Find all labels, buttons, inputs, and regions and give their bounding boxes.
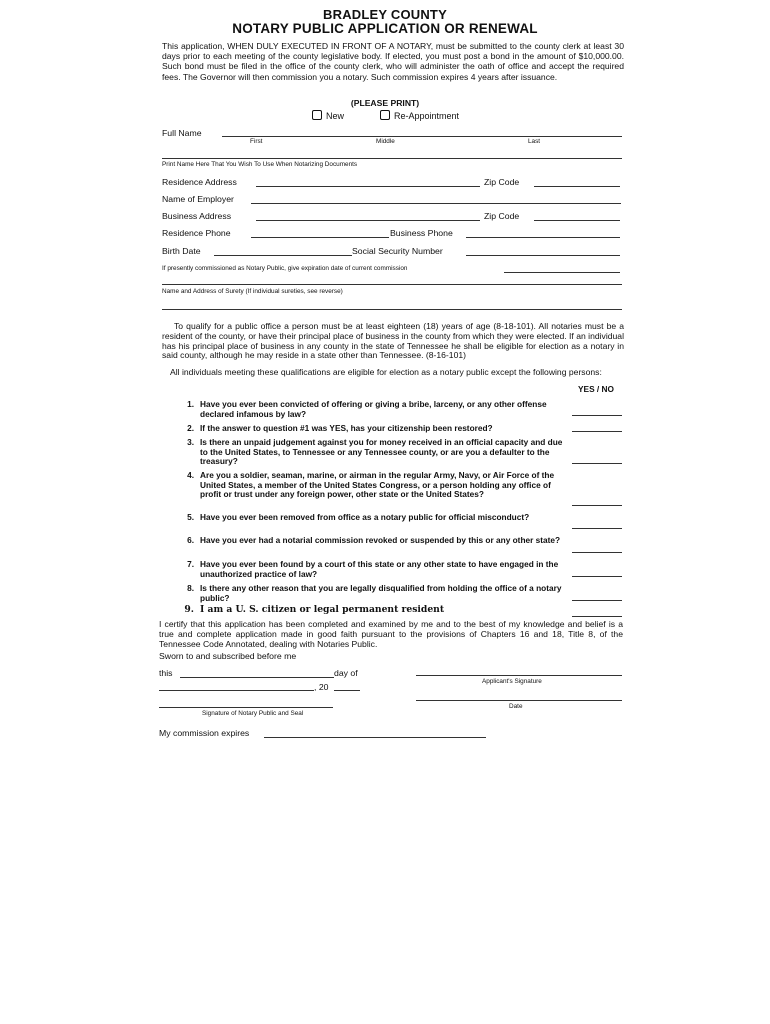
- question-text: If the answer to question #1 was YES, has your citizenship been restored?: [200, 423, 493, 433]
- surety-line-2[interactable]: [162, 309, 622, 310]
- commission-expires-label: My commission expires: [159, 728, 250, 738]
- commission-expiry-label: If presently commissioned as Notary Public, give expiration date of current commission: [162, 265, 408, 272]
- ssn-line[interactable]: [466, 255, 620, 256]
- question-text: Have you ever been removed from office as a notary public for official misconduct?: [200, 512, 530, 522]
- question-8: [180, 584, 570, 603]
- middle-name-caption: Middle: [376, 138, 395, 145]
- full-name-label: Full Name: [162, 128, 202, 138]
- business-zip-line[interactable]: [534, 220, 620, 221]
- this-label: this: [159, 668, 173, 678]
- date-caption: Date: [509, 703, 523, 710]
- answer-line-5[interactable]: [572, 528, 622, 529]
- please-print-label: (PLEASE PRINT): [350, 98, 420, 108]
- question-text: Is there any other reason that you are legally disqualified from holding the office of a notary public?: [200, 583, 562, 603]
- surety-caption: Name and Address of Surety (If individual sureties, see reverse): [162, 288, 343, 295]
- commission-expiry-line[interactable]: [504, 272, 620, 273]
- question-number: 9.: [184, 604, 194, 615]
- qualify-paragraph: To qualify for a public office a person must be at least eighteen (18) years of age (8-18-101). All notaries must be a resident of the county, or have their principal place of business in the county from which they were elected. If an individual has his principal place of business in any county in the state of Tennessee he shall be eligible for election as a notary in said county, although he may reside in a state other than Tennessee. (8-16-101): [162, 321, 624, 361]
- print-name-line[interactable]: [162, 158, 622, 159]
- question-text: Are you a soldier, seaman, marine, or airman in the regular Army, Navy, or Air Force of the United States, a member of the United States Congress, or a person holding any office of profit or trust under any foreign power, other state or the United States?: [200, 470, 555, 499]
- question-number: 8.: [187, 583, 194, 593]
- intro-paragraph: This application, WHEN DULY EXECUTED IN FRONT OF A NOTARY, must be submitted to the county clerk at least 30 days prior to each meeting of the county legislative body. If elected, you must post a bond in the amount of $10,000.00. Such bond must be filed in the office of the county clerk, who will administer the oath of office and accept the required fees. The Governor will then commission you a notary. Such commission expires 4 years after issuance.: [162, 41, 624, 82]
- ssn-label: Social Security Number: [352, 246, 443, 256]
- question-number: 2.: [187, 423, 194, 433]
- residence-phone-line[interactable]: [251, 237, 389, 238]
- commission-expires-line[interactable]: [264, 737, 486, 738]
- option-new-label: New: [326, 111, 345, 121]
- answer-line-3[interactable]: [572, 463, 622, 464]
- residence-phone-label: Residence Phone: [162, 228, 231, 238]
- employer-line[interactable]: [251, 203, 621, 204]
- business-phone-label: Business Phone: [390, 228, 453, 238]
- answer-line-2[interactable]: [572, 431, 622, 432]
- residence-zip-label: Zip Code: [484, 177, 520, 187]
- applicant-signature-caption: Applicant's Signature: [482, 678, 542, 685]
- option-reappointment-label: Re-Appointment: [394, 111, 460, 121]
- full-name-line[interactable]: [222, 136, 622, 137]
- residence-address-label: Residence Address: [162, 177, 237, 187]
- question-4: [180, 471, 570, 500]
- business-phone-line[interactable]: [466, 237, 620, 238]
- question-text: I am a U. S. citizen or legal permanent resident: [200, 604, 445, 615]
- question-1: [180, 400, 570, 419]
- question-number: 5.: [187, 512, 194, 522]
- form-title: NOTARY PUBLIC APPLICATION OR RENEWAL: [232, 21, 538, 36]
- eligible-paragraph: All individuals meeting these qualifications are eligible for election as a notary public except the following persons:: [170, 367, 602, 377]
- question-text: Have you ever been convicted of offering or giving a bribe, larceny, or any other offense declared infamous by law?: [200, 399, 547, 419]
- question-5: [180, 513, 570, 523]
- birth-date-label: Birth Date: [162, 246, 201, 256]
- question-number: 6.: [187, 535, 194, 545]
- business-address-line[interactable]: [256, 220, 480, 221]
- notary-signature-caption: Signature of Notary Public and Seal: [202, 710, 304, 717]
- checkbox-reappointment[interactable]: [380, 110, 390, 120]
- business-address-label: Business Address: [162, 211, 232, 221]
- notary-signature-line[interactable]: [159, 707, 333, 708]
- answer-line-7[interactable]: [572, 576, 622, 577]
- residence-address-line[interactable]: [256, 186, 480, 187]
- answer-line-9[interactable]: [572, 616, 622, 617]
- question-6: [180, 536, 570, 546]
- last-name-caption: Last: [528, 138, 541, 145]
- birth-date-line[interactable]: [214, 255, 352, 256]
- business-zip-label: Zip Code: [484, 211, 520, 221]
- question-7: [180, 560, 570, 579]
- residence-zip-line[interactable]: [534, 186, 620, 187]
- question-number: 3.: [187, 437, 194, 447]
- question-3: [180, 438, 570, 467]
- day-of-label: day of: [334, 668, 358, 678]
- answer-line-1[interactable]: [572, 415, 622, 416]
- question-2: [180, 424, 570, 434]
- applicant-signature-line[interactable]: [416, 675, 622, 676]
- question-text: Have you ever been found by a court of this state or any other state to have engaged in the unauthorized practice of law?: [200, 559, 559, 579]
- year-prefix: , 20: [314, 682, 329, 692]
- print-name-caption: Print Name Here That You Wish To Use When Notarizing Documents: [162, 161, 358, 168]
- option-reappointment[interactable]: [380, 110, 459, 121]
- question-9: [180, 605, 570, 615]
- answer-line-4[interactable]: [572, 505, 622, 506]
- question-number: 4.: [187, 470, 194, 480]
- question-number: 7.: [187, 559, 194, 569]
- answer-line-6[interactable]: [572, 552, 622, 553]
- sworn-text: Sworn to and subscribed before me: [159, 651, 297, 661]
- date-line[interactable]: [416, 700, 622, 701]
- answer-line-8[interactable]: [572, 600, 622, 601]
- year-line[interactable]: [334, 690, 360, 691]
- first-name-caption: First: [250, 138, 263, 145]
- month-line[interactable]: [159, 690, 314, 691]
- yes-no-header: YES / NO: [578, 384, 614, 394]
- option-new[interactable]: [312, 110, 344, 121]
- question-number: 1.: [187, 399, 194, 409]
- certify-paragraph: I certify that this application has been completed and examined by me and to the best of my knowledge and belief is a true and complete application made in good faith pursuant to the provisions of Chapters 16 and 18, Title 8, of the Tennessee Code Annotated, dealing with Notaries Public.: [159, 619, 623, 649]
- employer-label: Name of Employer: [162, 194, 234, 204]
- surety-line[interactable]: [162, 284, 622, 285]
- question-text: Is there an unpaid judgement against you for money received in an official capacity and due to the United States, to Tennessee or any Tennessee county, or are you a defaulter to the treasury?: [200, 437, 563, 466]
- county-title: BRADLEY COUNTY: [323, 7, 447, 22]
- question-text: Have you ever had a notarial commission revoked or suspended by this or any other state?: [200, 535, 561, 545]
- day-line[interactable]: [180, 677, 334, 678]
- checkbox-new[interactable]: [312, 110, 322, 120]
